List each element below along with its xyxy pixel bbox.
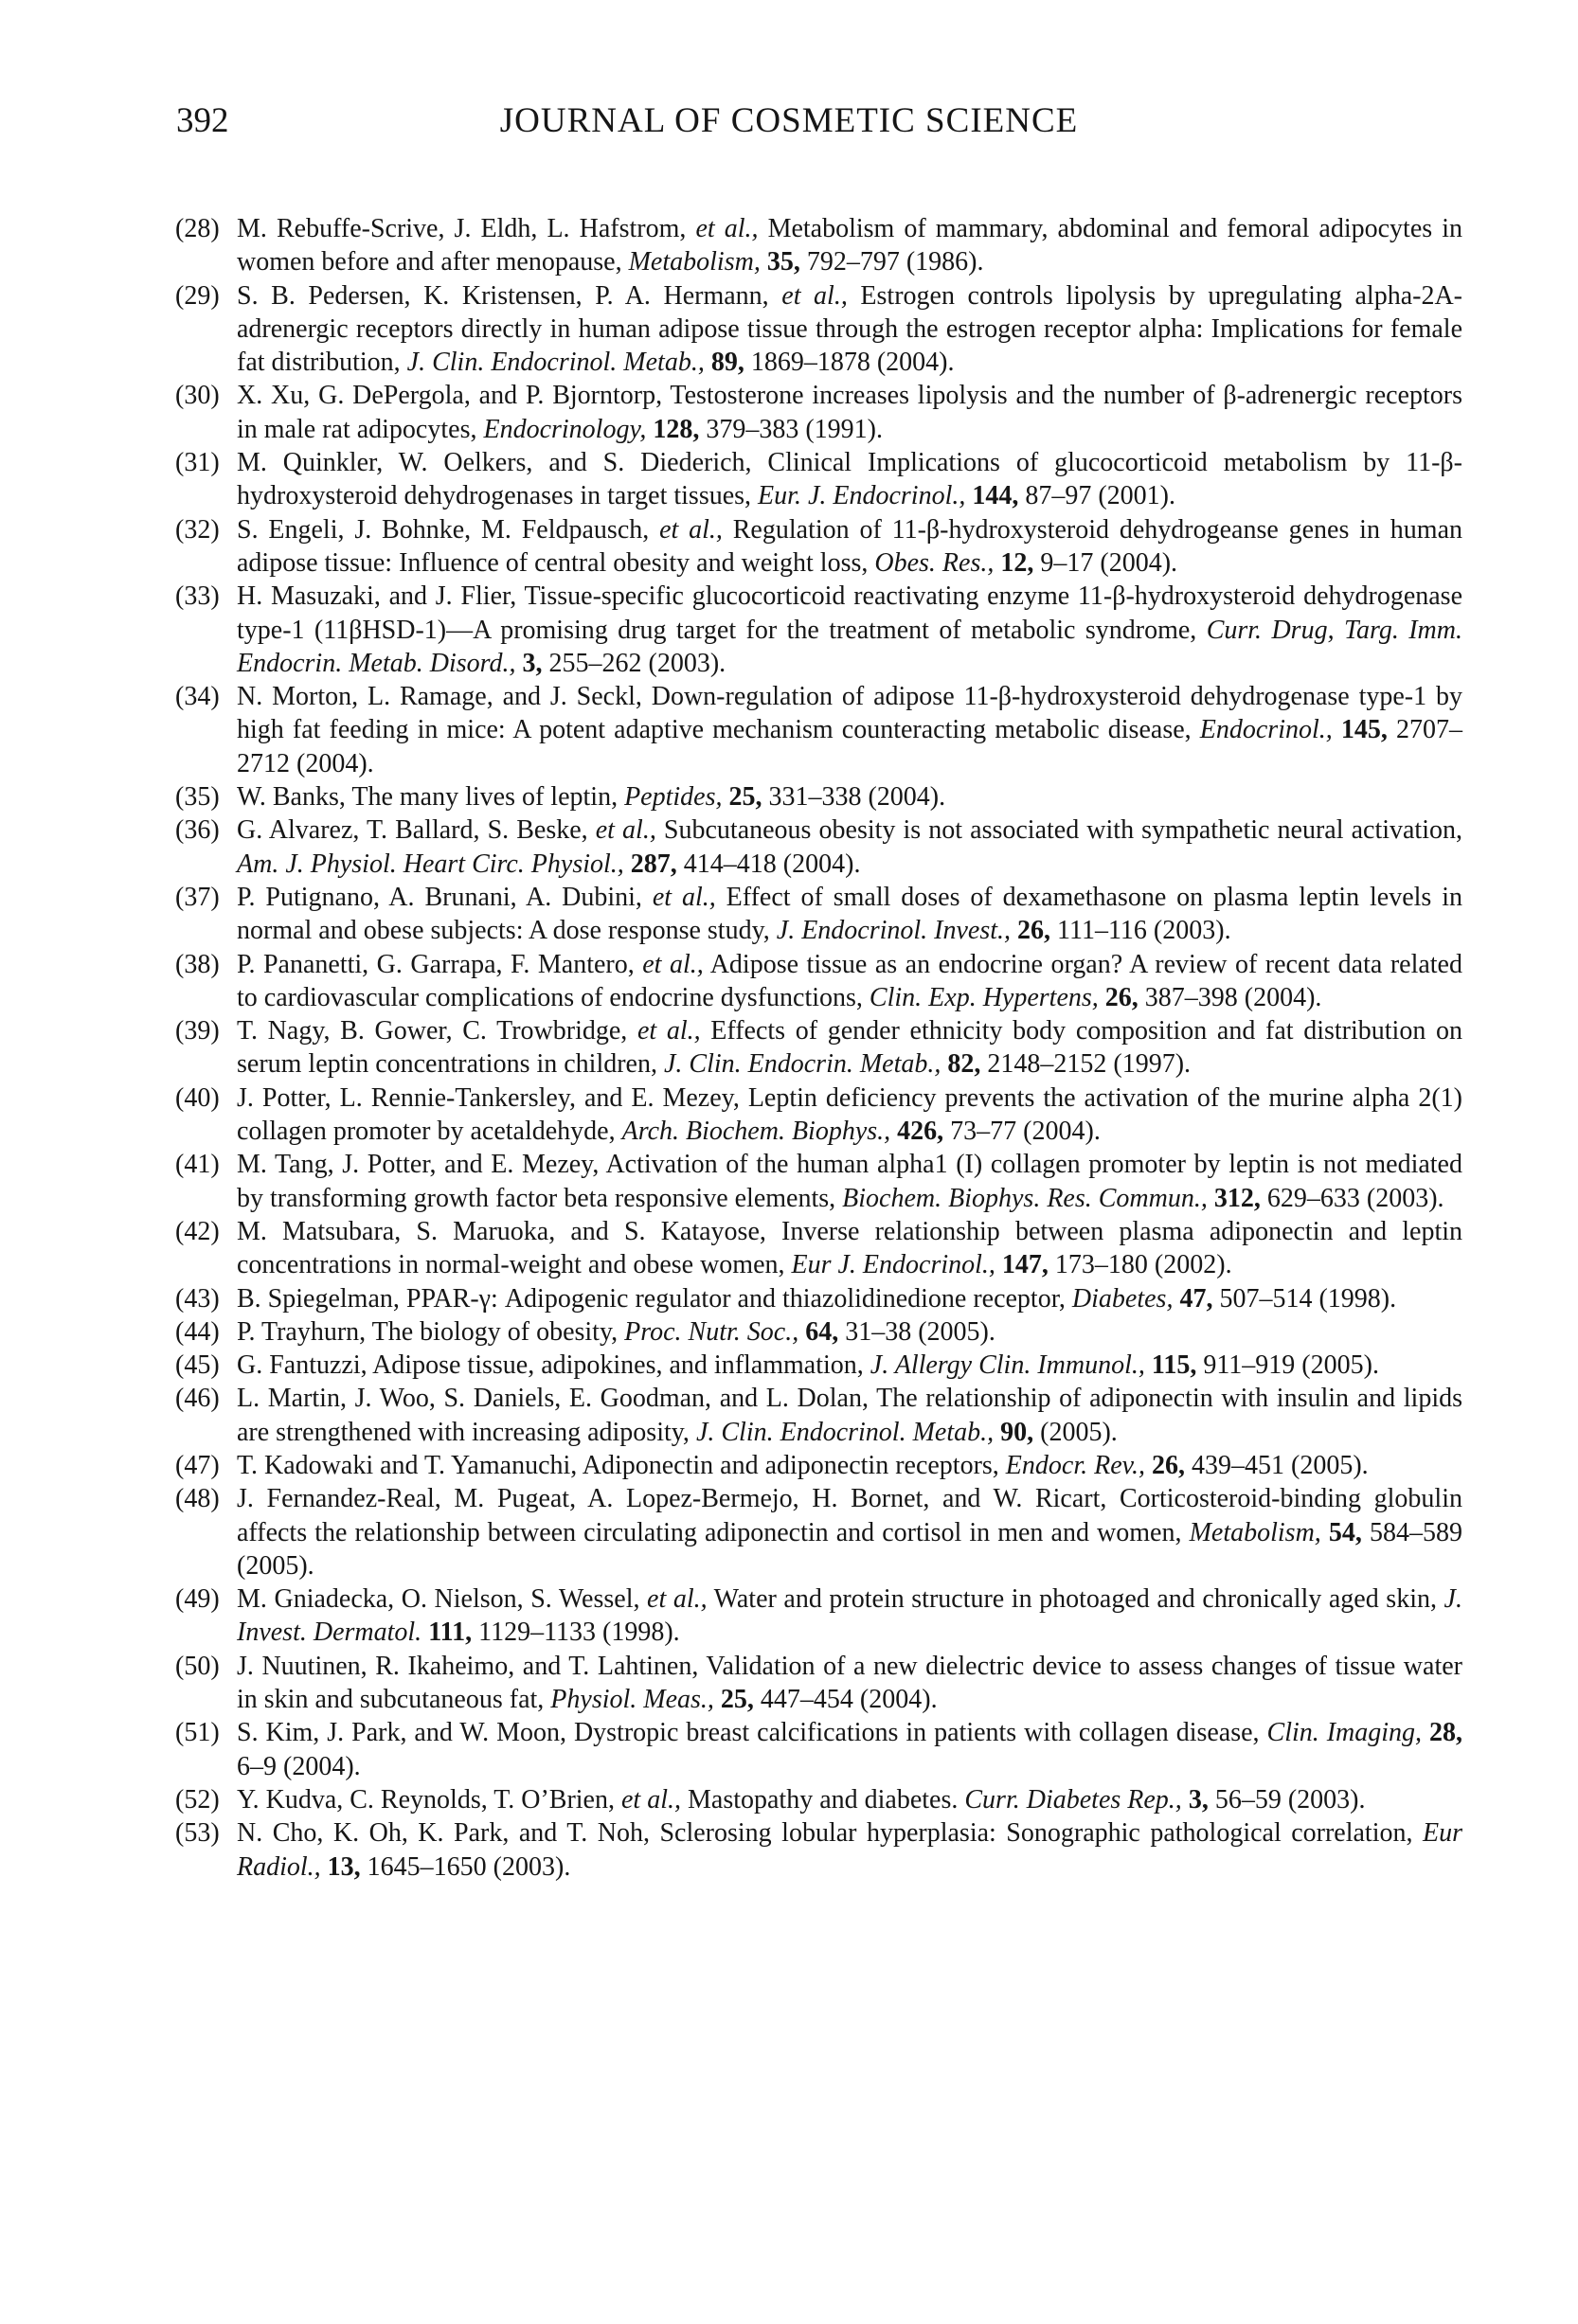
reference-item [175,680,1462,780]
reference-text: N. Cho, K. Oh, K. Park, and T. Noh, Sclerosing lobular hyperplasia: Sonographic pathological correlation, Eur Radiol., 13, 1645–1650 (2003). [237,1818,1462,1882]
reference-item [175,1650,1462,1717]
reference-text: M. Quinkler, W. Oelkers, and S. Diederich, Clinical Implications of glucocorticoid metabolism by 11-β-hydroxysteroid dehydrogenases in target tissues, Eur. J. Endocrinol., 144, 87–97 (2001). [237,448,1462,511]
reference-number: (31) [175,448,220,478]
reference-number: (34) [175,682,220,712]
reference-item [175,446,1462,513]
reference-item [175,1482,1462,1582]
reference-text: Y. Kudva, C. Reynolds, T. O’Brien, et al., Mastopathy and diabetes. Curr. Diabetes Rep., 3, 56–59 (2003). [237,1784,1366,1815]
reference-number: (44) [175,1316,220,1347]
reference-number: (29) [175,280,220,311]
reference-number: (51) [175,1718,220,1748]
reference-text: P. Putignano, A. Brunani, A. Dubini, et al., Effect of small doses of dexamethasone on plasma leptin levels in normal and obese subjects: A dose response study, J. Endocrinol. Invest., 26, 111–116 (2003). [237,882,1462,946]
reference-text: S. B. Pedersen, K. Kristensen, P. A. Hermann, et al., Estrogen controls lipolysis by upregulating alpha-2A-adrenergic receptors directly in human adipose tissue through the estrogen receptor alpha: Implications for female fat distribution, J. Clin. Endocrinol. Metab., 89, 1869–1878 (2004). [237,280,1462,378]
reference-item [175,1716,1462,1783]
reference-text: H. Masuzaki, and J. Flier, Tissue-specific glucocorticoid reactivating enzyme 11-β-hydroxysteroid dehydrogenase type-1 (11βHSD-1)—A promising drug target for the treatment of metabolic syndrome, Curr. Drug, Targ. Imm. Endocrin. Metab. Disord., 3, 255–262 (2003). [237,581,1463,678]
reference-item [175,1349,1462,1382]
reference-item [175,1082,1462,1149]
reference-item [175,1282,1462,1315]
reference-number: (32) [175,514,220,545]
reference-item [175,813,1462,881]
reference-number: (37) [175,882,220,912]
page-number: 392 [176,101,229,140]
reference-number: (52) [175,1784,220,1815]
reference-item [175,1582,1462,1650]
reference-text: M. Tang, J. Potter, and E. Mezey, Activation of the human alpha1 (I) collagen promoter by leptin is not mediated by transforming growth factor beta responsive elements, Biochem. Biophys. Res. Commun., 312, 629–633 (2003). [237,1150,1462,1213]
reference-item [175,1816,1462,1884]
reference-number: (36) [175,815,220,846]
reference-text: N. Morton, L. Ramage, and J. Seckl, Down-regulation of adipose 11-β-hydroxysteroid dehydrogenase type-1 by high fat feeding in mice: A potent adaptive mechanism counteracting metabolic disease, Endocrinol., 145, 2707–2712 (2004). [237,682,1463,778]
reference-number: (30) [175,381,220,411]
reference-text: S. Kim, J. Park, and W. Moon, Dystropic breast calcifications in patients with collagen disease, Clin. Imaging, 28, 6–9 (2004). [237,1718,1463,1781]
reference-text: X. Xu, G. DePergola, and P. Bjorntorp, Testosterone increases lipolysis and the number of β-adrenergic receptors in male rat adipocytes, Endocrinology, 128, 379–383 (1991). [237,381,1462,444]
reference-text: G. Alvarez, T. Ballard, S. Beske, et al., Subcutaneous obesity is not associated with sympathetic neural activation, Am. J. Physiol. Heart Circ. Physiol., 287, 414–418 (2004). [237,815,1462,879]
reference-text: P. Trayhurn, The biology of obesity, Proc. Nutr. Soc., 64, 31–38 (2005). [237,1316,995,1347]
reference-text: J. Potter, L. Rennie-Tankersley, and E. Mezey, Leptin deficiency prevents the activation of the murine alpha 2(1) collagen promoter by acetaldehyde, Arch. Biochem. Biophys., 426, 73–77 (2004). [237,1082,1462,1147]
reference-text: J. Nuutinen, R. Ikaheimo, and T. Lahtinen, Validation of a new dielectric device to assess changes of tissue water in skin and subcutaneous fat, Physiol. Meas., 25, 447–454 (2004). [237,1651,1462,1715]
reference-number: (50) [175,1651,220,1681]
reference-text: G. Fantuzzi, Adipose tissue, adipokines, and inflammation, J. Allergy Clin. Immunol., 115, 911–919 (2005). [237,1350,1379,1381]
reference-item [175,780,1462,813]
reference-number: (48) [175,1484,220,1514]
reference-number: (47) [175,1450,220,1480]
reference-item [175,279,1462,380]
reference-number: (33) [175,581,220,612]
reference-item [175,948,1462,1015]
page-header [0,100,1578,148]
reference-number: (28) [175,214,220,243]
reference-number: (39) [175,1016,220,1046]
reference-list [175,212,1462,1884]
reference-number: (43) [175,1283,220,1314]
reference-text: M. Matsubara, S. Maruoka, and S. Katayose, Inverse relationship between plasma adiponectin and leptin concentrations in normal-weight and obese women, Eur J. Endocrinol., 147, 173–180 (2002). [237,1216,1462,1280]
reference-item [175,1315,1462,1349]
reference-item [175,1148,1462,1215]
reference-number: (46) [175,1384,220,1414]
reference-text: J. Fernandez-Real, M. Pugeat, A. Lopez-Bermejo, H. Bornet, and W. Ricart, Corticosteroid-binding globulin affects the relationship between circulating adiponectin and cortisol in men and women, Metabolism, 54, 584–589 (2005). [237,1484,1463,1581]
reference-number: (35) [175,782,220,813]
reference-number: (40) [175,1082,220,1113]
reference-item [175,1783,1462,1816]
reference-item [175,1014,1462,1082]
reference-text: L. Martin, J. Woo, S. Daniels, E. Goodman, and L. Dolan, The relationship of adiponectin with insulin and lipids are strengthened with increasing adiposity, J. Clin. Endocrinol. Metab., 90, (2005). [237,1384,1462,1447]
reference-item [175,379,1462,446]
reference-item [175,513,1462,581]
reference-text: S. Engeli, J. Bohnke, M. Feldpausch, et al., Regulation of 11-β-hydroxysteroid dehydrogeanse genes in human adipose tissue: Influence of central obesity and weight loss, Obes. Res., 12, 9–17 (2004). [237,514,1463,578]
reference-number: (45) [175,1350,220,1381]
reference-number: (38) [175,949,220,979]
reference-text: P. Pananetti, G. Garrapa, F. Mantero, et al., Adipose tissue as an endocrine organ? A review of recent data related to cardiovascular complications of endocrine dysfunctions, Clin. Exp. Hypertens, 26, 387–398 (2004). [237,949,1462,1012]
reference-number: (49) [175,1584,220,1615]
reference-number: (53) [175,1818,220,1849]
reference-text: M. Rebuffe-Scrive, J. Eldh, L. Hafstrom, et al., Metabolism of mammary, abdominal and femoral adipocytes in women before and after menopause, Metabolism, 35, 792–797 (1986). [237,214,1462,277]
reference-text: T. Nagy, B. Gower, C. Trowbridge, et al., Effects of gender ethnicity body composition and fat distribution on serum leptin concentrations in children, J. Clin. Endocrin. Metab., 82, 2148–2152 (1997). [237,1016,1462,1080]
reference-text: B. Spiegelman, PPAR-γ: Adipogenic regulator and thiazolidinedione receptor, Diabetes, 47, 507–514 (1998). [237,1283,1397,1314]
reference-item [175,1382,1462,1449]
reference-item [175,580,1462,680]
reference-item [175,1449,1462,1482]
reference-item [175,212,1462,279]
reference-item [175,881,1462,948]
reference-number: (41) [175,1150,220,1180]
reference-text: M. Gniadecka, O. Nielson, S. Wessel, et al., Water and protein structure in photoaged and chronically aged skin, J. Invest. Dermatol. 111, 1129–1133 (1998). [237,1584,1462,1648]
reference-text: W. Banks, The many lives of leptin, Peptides, 25, 331–338 (2004). [237,782,946,813]
reference-text: T. Kadowaki and T. Yamanuchi, Adiponectin and adiponectin receptors, Endocr. Rev., 26, 439–451 (2005). [237,1450,1369,1480]
reference-number: (42) [175,1216,220,1246]
journal-title: JOURNAL OF COSMETIC SCIENCE [499,101,1079,140]
reference-item [175,1215,1462,1282]
